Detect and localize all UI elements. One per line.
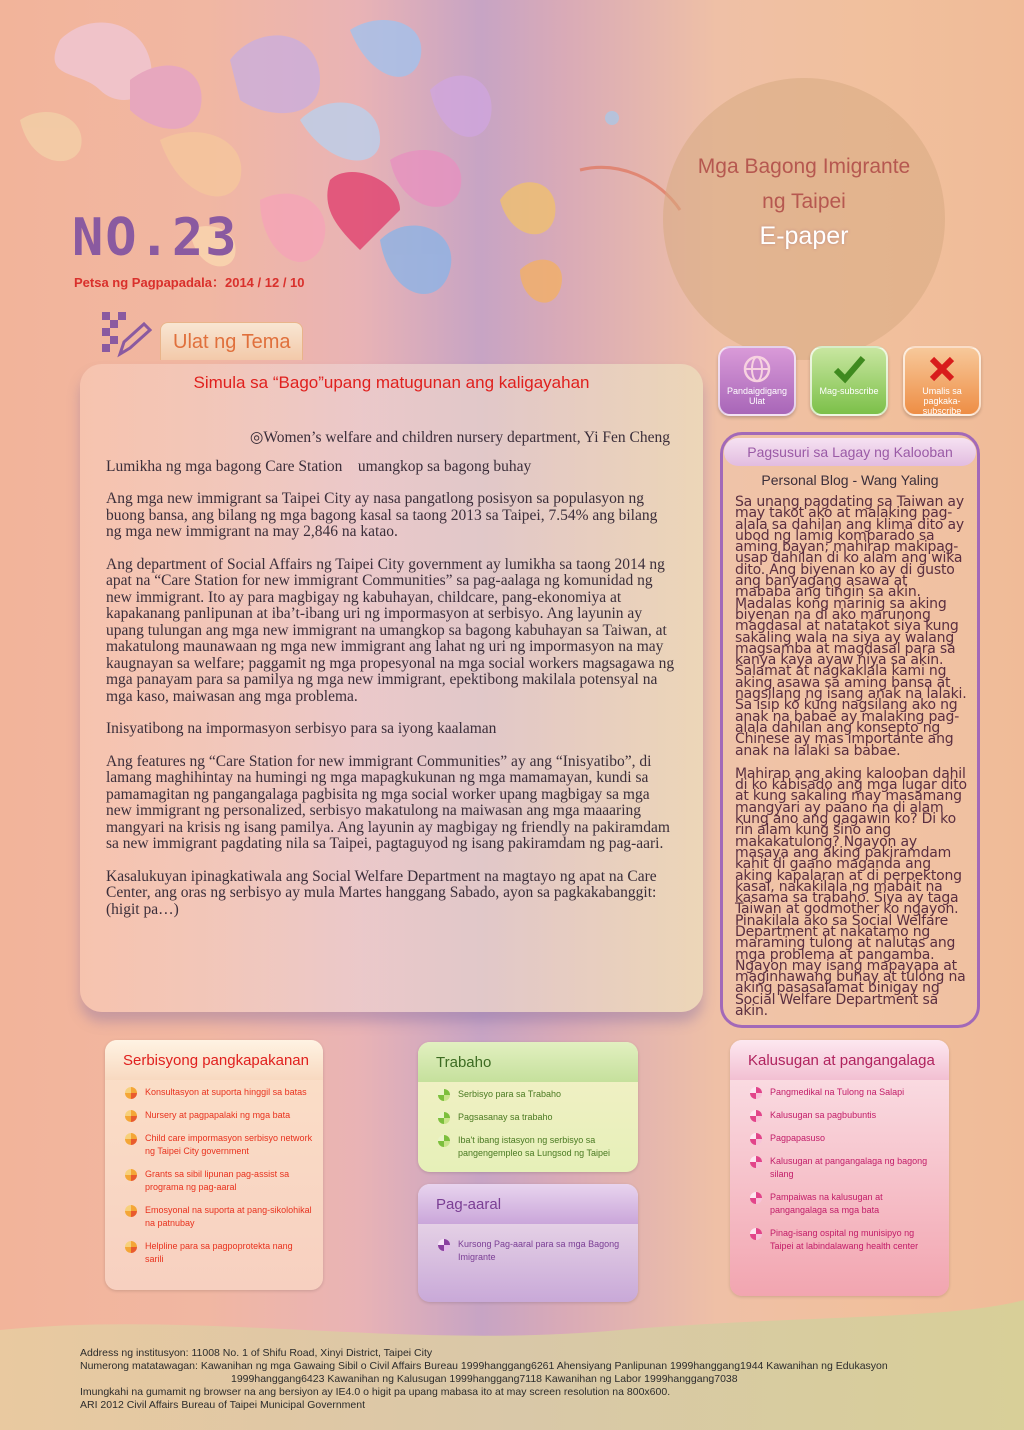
footer-browser-note: Imungkahi na gumamit ng browser na ang bersiyon ay IE4.0 o higit pa upang mabasa ito at may screen resolution na 800x600. [80,1386,671,1398]
issue-date: Petsa ng Pagpapadala：2014 / 12 / 10 [74,275,305,290]
bullet-icon [750,1110,762,1122]
list-item[interactable]: Pinag-isang ospital ng munisipyo ng Taipei at labindalawang health center [750,1227,939,1253]
bullet-icon [125,1133,137,1145]
bullet-icon [750,1192,762,1204]
international-report-label: Pandaigdigang Ulat [726,386,788,406]
list-item[interactable]: Emosyonal na suporta at pang-sikolohikal na patnubay [125,1204,313,1230]
study-box [418,1184,638,1302]
footer-address: Address ng institusyon: 11008 No. 1 of Shifu Road, Xinyi District, Taipei City [80,1347,433,1359]
article-paragraph: Ang features ng “Care Station for new immigrant Communities” ay ang “Inisyatibo”, di lamang maghihintay na humingi ng mga mapagkukunan ng mga mamamayan, kundi sa pamamagitan ng pangangalaga pagbisita ng mga social worker upang magbigay sa mga new immigrant ng personalized, serbisyo makatulong na maiwasan ang mga maaaring mangyari na krisis ng isang pamilya. Ang layunin ay magbigay ng friendly na pakiramdam sa new immigrant pagdating nila sa Taipei, pagtaguyod ng isang pakiramdam ng pag-aari. [106,752,670,852]
subscribe-button[interactable] [810,346,888,416]
bullet-icon [438,1089,450,1101]
list-item[interactable]: Child care impormasyon serbisyo network ng Taipei City government [125,1132,313,1158]
article-subhead: Lumikha ng mga bagong Care Station umangkop sa bagong buhay [106,457,532,475]
sidebar-body [735,494,967,1029]
list-item[interactable]: Grants sa sibil lipunan pag-assist sa programa ng pag-aaral [125,1168,313,1194]
article-byline: ◎Women’s welfare and children nursery department, Yi Fen Cheng [249,429,670,446]
list-item[interactable]: Pangmedikal na Tulong na Salapi [750,1086,939,1099]
globe-icon [742,354,772,384]
list-item[interactable]: Pagpapasuso [750,1132,939,1145]
list-item[interactable]: Iba't ibang istasyon ng serbisyo sa pangengempleo sa Lungsod ng Taipei [438,1134,628,1160]
work-box [418,1042,638,1172]
subscribe-label: Mag-subscribe [819,386,879,396]
bullet-icon [750,1133,762,1145]
bullet-icon [750,1228,762,1240]
article-paragraph-more[interactable]: Kasalukuyan ipinagkatiwala ang Social Welfare Department na magtayo ng apat na Care Center, ang oras ng serbisyo ay mula Martes hanggang Sabado, ayon sa pagkakabanggit: (higit pa…) [106,867,657,918]
list-item[interactable]: Helpline para sa pagpoprotekta nang sarili [125,1240,313,1266]
list-item[interactable]: Kursong Pag-aaral para sa mga Bagong Imigrante [438,1238,628,1264]
x-icon [927,354,957,384]
article-paragraph: Ang department of Social Affairs ng Taipei City government ay lumikha sa taong 2014 ng apat na “Care Station for new immigrant Communities” sa pag-aalaga ng komunidad ng new immigrant. Ito ay para magbigay ng kabuhayan, childcare, pang-ekonomiya at kapakanang panlipunan at iba’t-ibang uri ng impormasyon at serbisyo. Ang layunin ay upang tulungan ang mga new immigrant na umangkop sa bagong kabuhayan sa Taiwan, at makatulong maunawaan ng mga new immigrant ang lahat ng uri ng impormasyon na may kaugnayan sa welfare; paggamit ng mga propesyonal na mga social workers magsagawa ng mga panayam para sa pamilya ng mga new immigrant, epektibong makilala potensyal na mga kaso, maiwasan ang mga problema. [106,555,675,705]
sidebar-author: Personal Blog - Wang Yaling [761,472,939,488]
sidebar-paragraph: Mahirap ang aking kalooban dahil di ko kabisado ang mga lugar dito at kung sakaling may masamang mangyari ay paano na di alam kung ano ang gagawin ko? Di ko rin alam kung sino ang makakatulong? Ngayon ay masaya ang aking pakiramdam kahit di gaano maganda ang aking kapalaran at di perpektong kasal, nakakilala ng mabait na kasama sa trabaho. Siya ay taga Taiwan at godmother ko ngayon. Pinakilala ako sa Social Welfare Department at nakatamo ng maraming tulong at nalutas ang mga problema at pangamba. Ngayon may isang mapayapa at maginhawang buhay at tulong na aking pasasalamat binigay ng Social Welfare Department sa akin. [735,765,967,1020]
list-item[interactable]: Serbisyo para sa Trabaho [438,1088,628,1101]
bullet-icon [125,1169,137,1181]
sidebar-paragraph: Sa unang pagdating sa Taiwan ay may takot ako at malaking pag-alala sa dahilan ang klima dito ay ubod ng lamig komparado sa aming bayan; mahirap makipag-usap dahilan di ko alam ang wika dito. Ang biyenan ko ay di gusto ang banyagang asawa at mababa ang tingin sa akin. Madalas kong marinig sa aking biyenan na di ako marunong magdasal at natatakot siya kung sakaling wala na siya ay walang magsamba at magdasal para sa kanya kaya ayaw niya sa akin. Salamat at nagkaklala kami ng aking asawa sa aming bansa at nagsilang ng isang anak na lalaki. Sa isip ko kung nagsilang ako ng anak na babae ay malaking pag-alala dahilan ang konsepto ng Chinese ay mas importante ang anak na lalaki sa babae. [735,494,967,759]
footer-phones: Numerong matatawagan: Kawanihan ng mga Gawaing Sibil o Civil Affairs Bureau 1999hanggang6261 Ahensiyang Panlipunan 1999hanggang1944 Kawanihan ng Edukasyon [80,1360,888,1372]
bullet-icon [438,1112,450,1124]
article-body [106,430,676,934]
bullet-icon [125,1241,137,1253]
health-title: Kalusugan at pangangalaga [730,1040,949,1080]
bullet-icon [438,1135,450,1147]
list-item[interactable]: Pagsasanay sa trabaho [438,1111,628,1124]
unsubscribe-label: Umalis sa pagkaka-subscribe [922,386,962,416]
article-paragraph: Ang mga new immigrant sa Taipei City ay nasa pangatlong posisyon sa populasyon ng buong bansa, ang bilang ng mga bagong kasal sa taong 2013 sa Taipei, 7.54% ang bilang ng mga new immigrant na may 2,846 na katao. [106,490,658,540]
bullet-icon [750,1156,762,1168]
unsubscribe-button[interactable] [903,346,981,416]
article-subhead: Inisyatibong na impormasyon serbisyo para sa iyong kaalaman [106,720,497,737]
issue-number: NO.23 [72,208,239,268]
bullet-icon [125,1087,137,1099]
title-circle [663,78,945,360]
study-title: Pag-aaral [418,1184,638,1224]
bullet-icon [438,1239,450,1251]
checkmark-icon [832,354,866,384]
list-item[interactable]: Nursery at pagpapalaki ng mga bata [125,1109,313,1122]
paper-title-line1: Mga Bagong Imigrante [697,155,911,178]
footer-phones-cont: 1999hanggang6423 Kawanihan ng Kalusugan 1999hanggang7118 Kawanihan ng Labor 1999hanggang7038 [231,1373,738,1385]
welfare-services-title: Serbisyong pangkapakanan [105,1040,323,1080]
sidebar-heading: Pagsusuri sa Lagay ng Kalooban [724,438,976,466]
paper-title-line3: E-paper [759,222,849,250]
bullet-icon [750,1087,762,1099]
footer [80,1347,1000,1412]
list-item[interactable]: Kalusugan at pangangalaga ng bagong silang [750,1155,939,1181]
list-item[interactable]: Kalusugan sa pagbubuntis [750,1109,939,1122]
paper-title-line2: ng Taipei [762,190,846,213]
welfare-services-box [105,1040,323,1290]
section-tab[interactable]: Ulat ng Tema [160,322,303,360]
work-title: Trabaho [418,1042,638,1082]
list-item[interactable]: Konsultasyon at suporta hinggil sa batas [125,1086,313,1099]
bullet-icon [125,1205,137,1217]
bullet-icon [125,1110,137,1122]
international-report-button[interactable] [718,346,796,416]
footer-copyright: ARI 2012 Civil Affairs Bureau of Taipei Municipal Government [80,1399,366,1411]
list-item[interactable]: Pampaiwas na kalusugan at pangangalaga sa mga bata [750,1191,939,1217]
article-title: Simula sa “Bago”upang matugunan ang kaligayahan [193,373,590,392]
pencil-checkered-icon [100,310,152,358]
health-box [730,1040,949,1296]
